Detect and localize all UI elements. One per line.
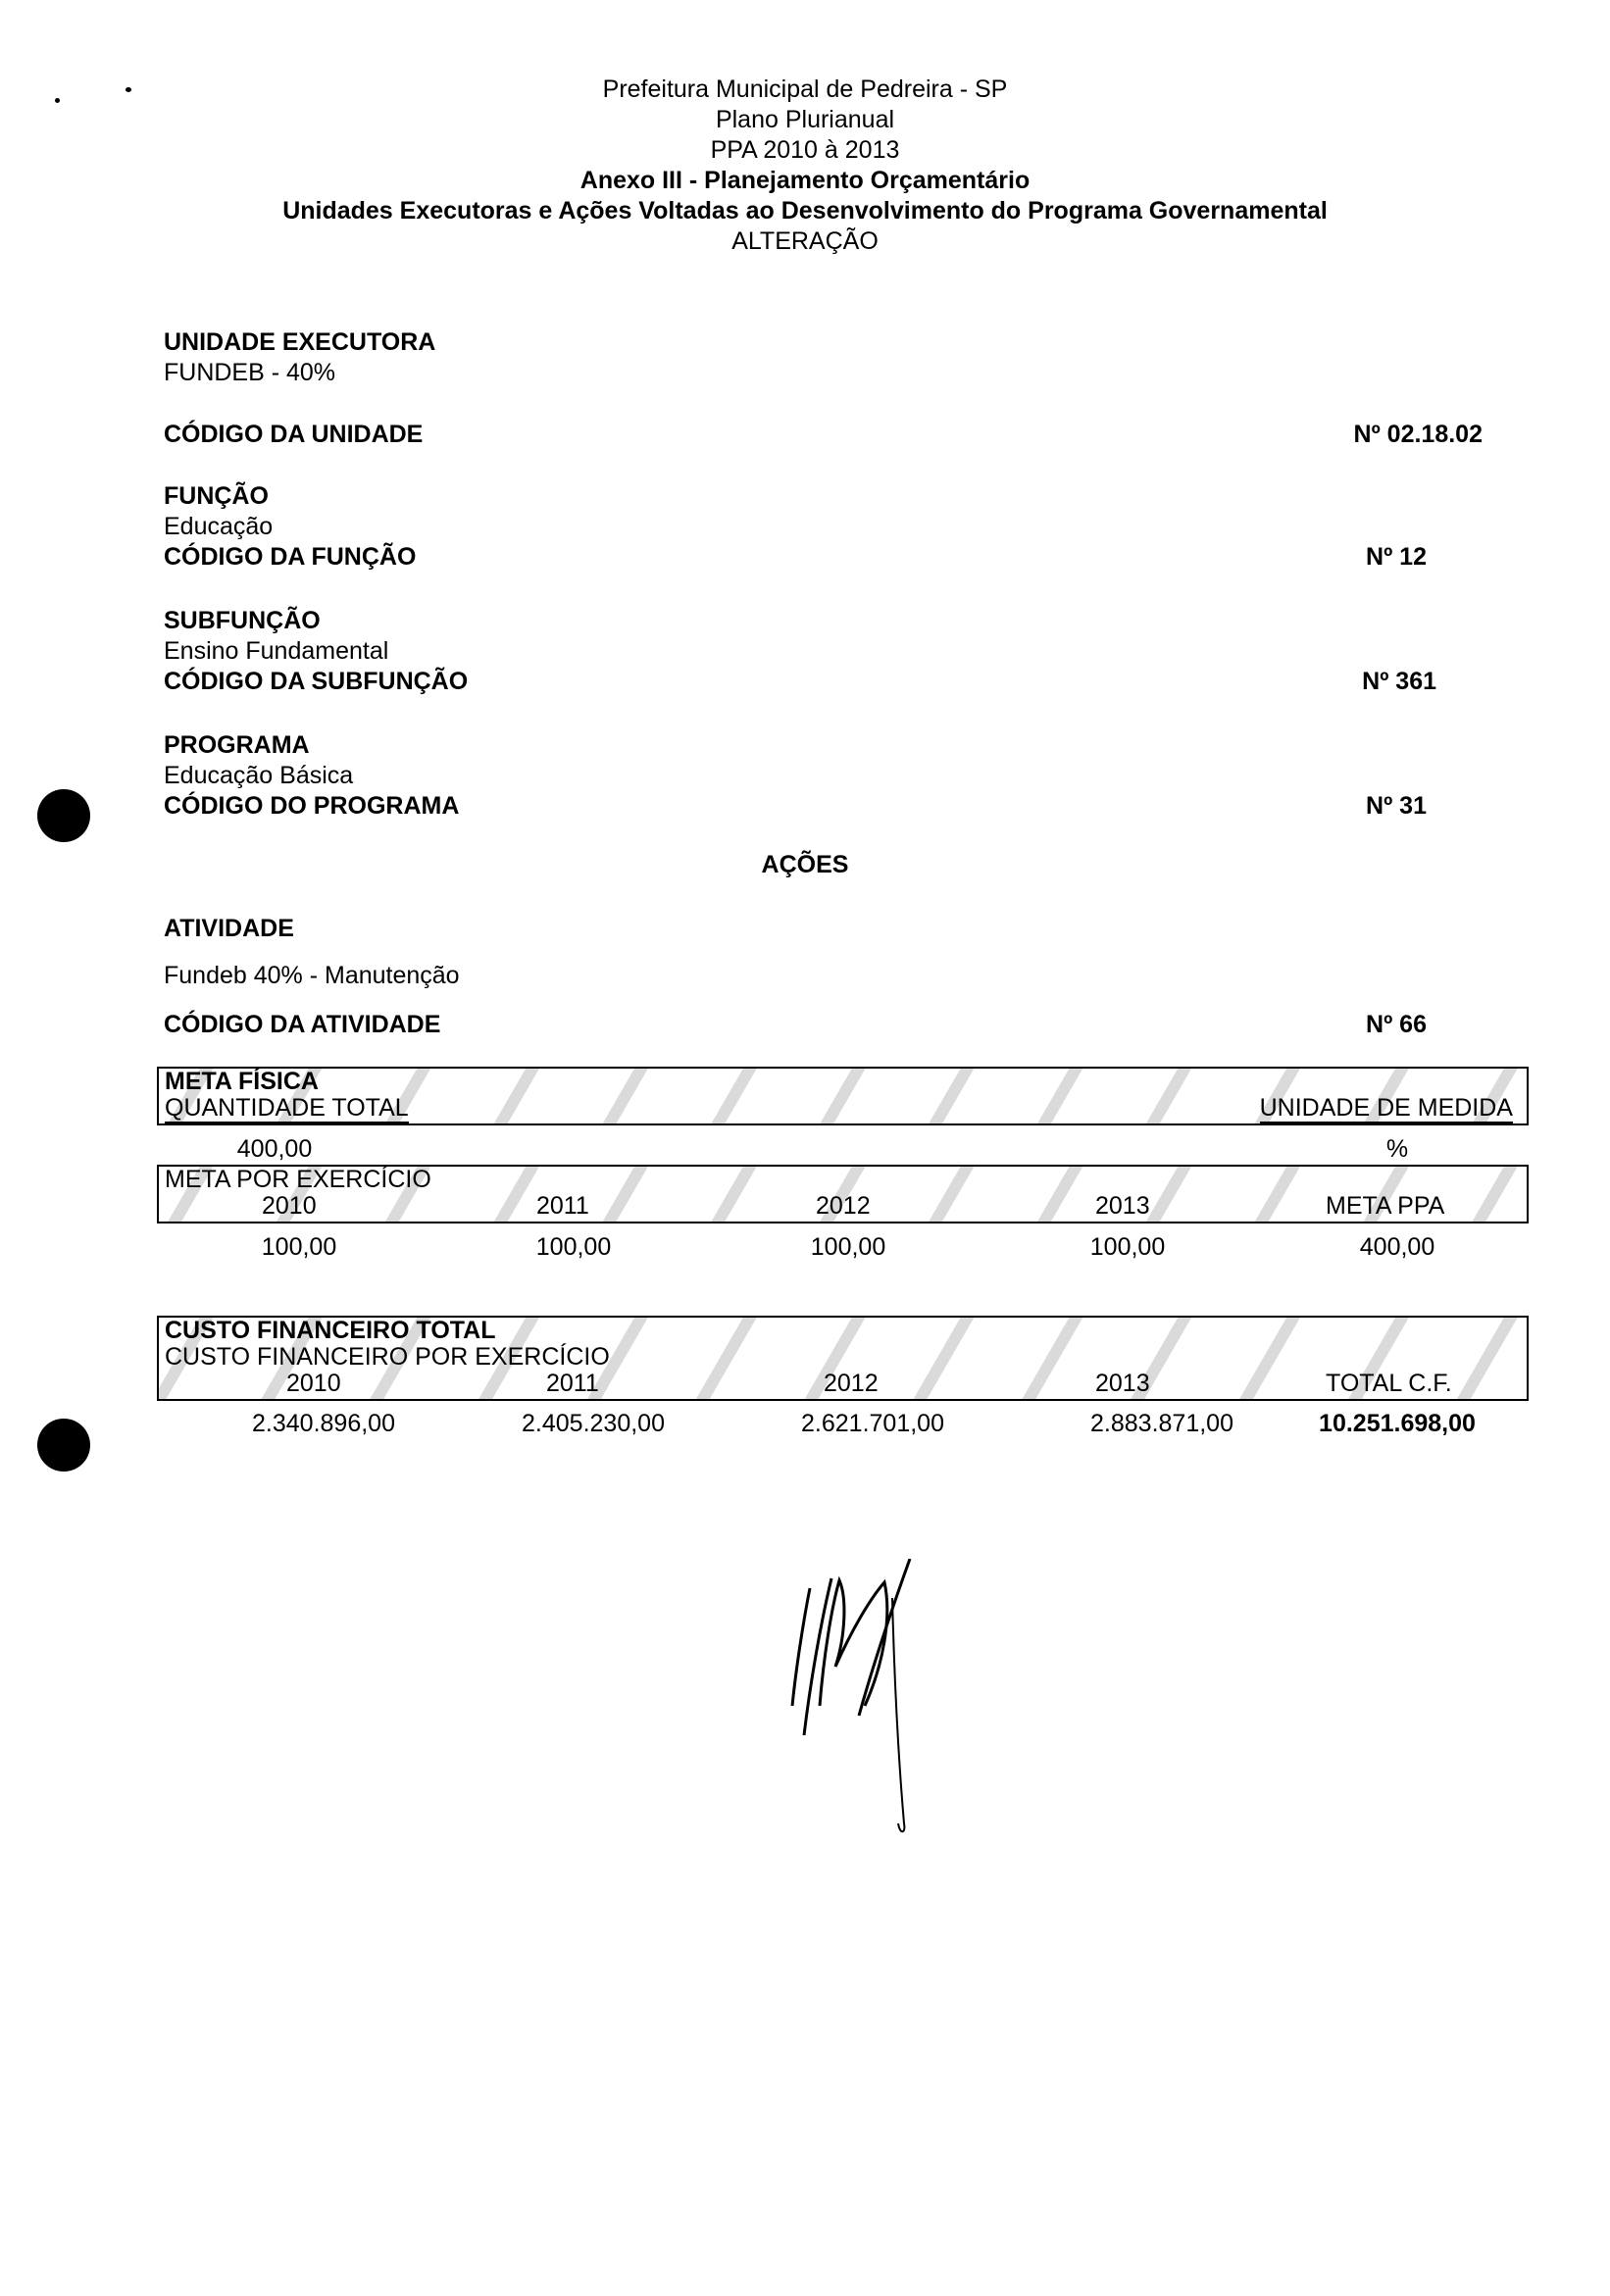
programa-label: PROGRAMA bbox=[164, 731, 310, 759]
custo-year-2013: 2013 bbox=[1095, 1370, 1150, 1397]
custo-values bbox=[157, 1410, 1525, 1439]
funcao-label: FUNÇÃO bbox=[164, 482, 269, 510]
custo-value-2010: 2.340.896,00 bbox=[252, 1410, 395, 1437]
meta-year-2011: 2011 bbox=[536, 1192, 589, 1220]
signature-scribble bbox=[775, 1559, 951, 1843]
meta-por-exercicio-label: META POR EXERCÍCIO bbox=[165, 1166, 431, 1193]
meta-ppa-label: META PPA bbox=[1326, 1192, 1445, 1220]
funcao-section bbox=[164, 481, 1478, 573]
header-plan: Plano Plurianual bbox=[715, 106, 895, 133]
meta-year-2010: 2010 bbox=[262, 1192, 317, 1220]
programa-value: Educação Básica bbox=[164, 762, 354, 789]
atividade-code-row bbox=[164, 1010, 1478, 1040]
quantidade-total-label: QUANTIDADE TOTAL bbox=[165, 1094, 409, 1122]
programa-section bbox=[164, 730, 1478, 822]
header-annex: Anexo III - Planejamento Orçamentário bbox=[579, 167, 1031, 194]
custo-value-2012: 2.621.701,00 bbox=[801, 1410, 944, 1437]
header-subtitle: Unidades Executoras e Ações Voltadas ao Desenvolvimento do Programa Governamental bbox=[282, 197, 1328, 225]
subfuncao-code: Nº 361 bbox=[1362, 668, 1436, 695]
unidade-code-label: CÓDIGO DA UNIDADE bbox=[164, 421, 424, 448]
unidade-medida-label: UNIDADE DE MEDIDA bbox=[1259, 1094, 1513, 1122]
meta-por-exercicio-values bbox=[157, 1233, 1525, 1263]
atividade-label: ATIVIDADE bbox=[164, 915, 294, 942]
document-header bbox=[0, 75, 1610, 257]
subfuncao-section bbox=[164, 606, 1478, 697]
subfuncao-label: SUBFUNÇÃO bbox=[164, 607, 321, 634]
total-cf-value: 10.251.698,00 bbox=[1319, 1410, 1476, 1437]
header-municipality: Prefeitura Municipal de Pedreira - SP bbox=[602, 75, 1008, 103]
meta-ppa-value: 400,00 bbox=[1359, 1233, 1435, 1261]
meta-value-2012: 100,00 bbox=[810, 1233, 886, 1261]
unidade-label: UNIDADE EXECUTORA bbox=[164, 328, 436, 356]
custo-financeiro-title: CUSTO FINANCEIRO TOTAL bbox=[165, 1317, 496, 1344]
programa-code: Nº 31 bbox=[1366, 792, 1427, 820]
meta-year-2013: 2013 bbox=[1095, 1192, 1150, 1220]
atividade-code-label: CÓDIGO DA ATIVIDADE bbox=[164, 1011, 441, 1038]
funcao-code-label: CÓDIGO DA FUNÇÃO bbox=[164, 543, 417, 571]
meta-value-2013: 100,00 bbox=[1089, 1233, 1166, 1261]
meta-por-exercicio-box bbox=[157, 1165, 1529, 1223]
meta-value-2010: 100,00 bbox=[261, 1233, 337, 1261]
programa-code-label: CÓDIGO DO PROGRAMA bbox=[164, 792, 460, 820]
unidade-code: Nº 02.18.02 bbox=[1353, 421, 1483, 448]
custo-year-2010: 2010 bbox=[286, 1370, 341, 1397]
header-alteracao: ALTERAÇÃO bbox=[731, 227, 879, 255]
meta-year-2012: 2012 bbox=[816, 1192, 871, 1220]
atividade-value: Fundeb 40% - Manutenção bbox=[164, 962, 460, 989]
funcao-value: Educação bbox=[164, 513, 274, 540]
custo-year-2012: 2012 bbox=[824, 1370, 879, 1397]
meta-fisica-values bbox=[157, 1135, 1525, 1165]
acoes-title: AÇÕES bbox=[761, 851, 849, 878]
meta-fisica-title: META FÍSICA bbox=[165, 1068, 319, 1095]
funcao-code: Nº 12 bbox=[1366, 543, 1427, 571]
subfuncao-value: Ensino Fundamental bbox=[164, 637, 389, 665]
subfuncao-code-label: CÓDIGO DA SUBFUNÇÃO bbox=[164, 668, 469, 695]
quantidade-total-value: 400,00 bbox=[236, 1135, 313, 1163]
meta-fisica-box bbox=[157, 1067, 1529, 1125]
custo-por-exercicio-label: CUSTO FINANCEIRO POR EXERCÍCIO bbox=[165, 1343, 610, 1371]
meta-value-2011: 100,00 bbox=[535, 1233, 612, 1261]
unidade-code-row bbox=[164, 420, 1483, 450]
custo-financeiro-box bbox=[157, 1316, 1529, 1401]
unidade-value: FUNDEB - 40% bbox=[164, 359, 336, 386]
unidade-medida-value: % bbox=[1385, 1135, 1409, 1163]
punch-hole-mark bbox=[37, 1419, 90, 1472]
custo-year-2011: 2011 bbox=[546, 1370, 599, 1397]
custo-value-2011: 2.405.230,00 bbox=[522, 1410, 665, 1437]
total-cf-label: TOTAL C.F. bbox=[1326, 1370, 1452, 1397]
unidade-section bbox=[164, 327, 1478, 388]
punch-hole-mark bbox=[37, 789, 90, 842]
header-ppa: PPA 2010 à 2013 bbox=[710, 136, 900, 164]
atividade-value-row bbox=[164, 961, 1478, 991]
atividade-section bbox=[164, 914, 1478, 944]
custo-value-2013: 2.883.871,00 bbox=[1090, 1410, 1233, 1437]
atividade-code: Nº 66 bbox=[1366, 1011, 1427, 1038]
